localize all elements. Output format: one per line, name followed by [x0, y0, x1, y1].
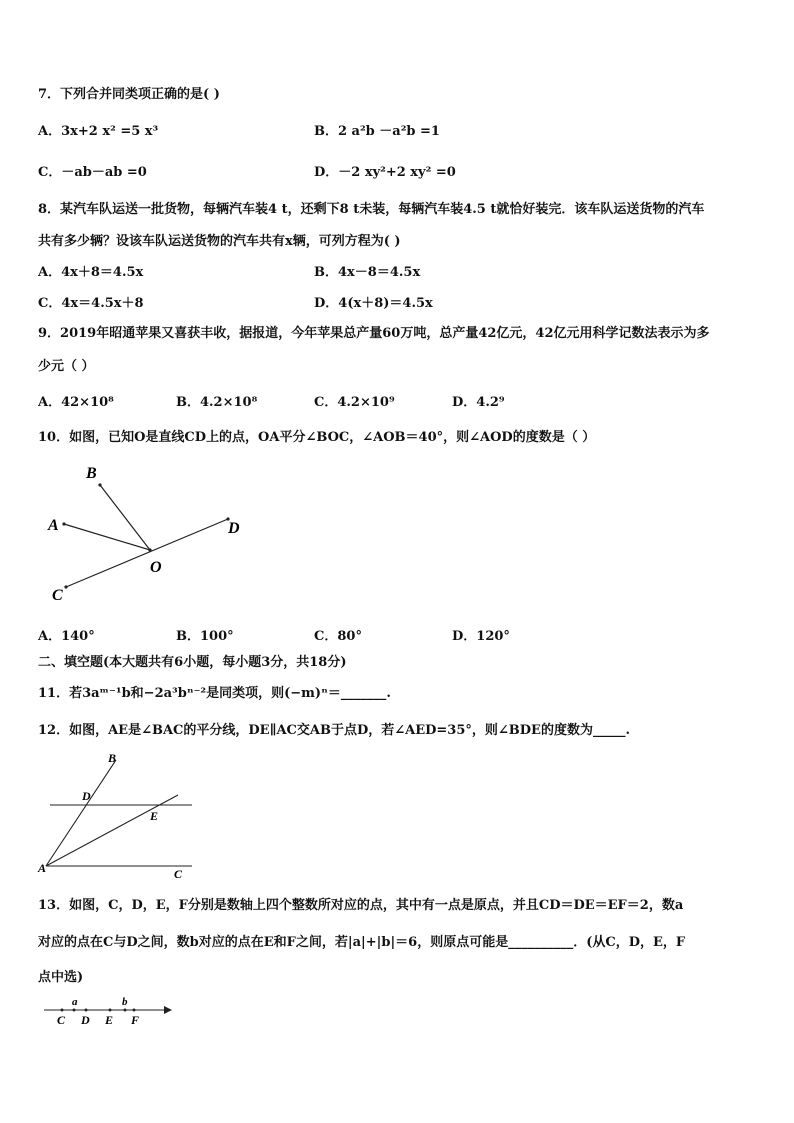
q9-stem-line2: 少元（ ） — [38, 359, 95, 374]
label-a: a — [72, 996, 78, 1008]
q7-stem: 7．下列合并同类项正确的是( ) — [38, 87, 220, 102]
q13-stem-line2: 对应的点在C与D之间，数b对应的点在E和F之间，若|a|+|b|＝6，则原点可能是__________．(从C，D，E，F — [38, 935, 686, 950]
q9-option-c: C．4.2×10⁹ — [314, 395, 395, 410]
q7-option-a: A．3x+2 x² =5 x³ — [38, 124, 159, 139]
point-e — [109, 1009, 112, 1012]
point-a — [73, 1009, 76, 1012]
label-b: B — [108, 751, 117, 765]
point-o — [148, 548, 151, 551]
ray-ae — [46, 795, 178, 866]
label-b: b — [122, 996, 128, 1008]
q10-angle-figure — [40, 460, 260, 610]
q9-option-a: A．42×10⁸ — [38, 395, 114, 410]
q7-option-c: C．－ab－ab =0 — [38, 165, 147, 180]
ray-oa — [64, 524, 150, 550]
q12-angle-figure — [36, 748, 206, 883]
axis-arrow — [164, 1006, 172, 1014]
q12-stem: 12．如图，AE是∠BAC的平分线，DE∥AC交AB于点D，若∠AED=35°，则∠BDE的度数为_____. — [38, 723, 630, 738]
q10-option-c: C．80° — [314, 629, 362, 644]
point-b — [98, 483, 101, 486]
q8-option-a: A．4x＋8＝4.5x — [38, 265, 144, 280]
q13-stem-line3: 点中选) — [38, 970, 84, 985]
label-d: D — [82, 789, 91, 803]
point-d — [85, 1009, 88, 1012]
q13-stem-line1: 13．如图，C，D，E，F分别是数轴上四个整数所对应的点，其中有一点是原点，并且CD＝DE＝EF＝2，数a — [38, 898, 684, 913]
point-b — [124, 1009, 127, 1012]
ray-ab — [46, 760, 116, 866]
q9-stem-line1: 9．2019年昭通苹果又喜获丰收，据报道，今年苹果总产量60万吨，总产量42亿元，42亿元用科学记数法表示为多 — [38, 326, 710, 341]
label-b: B — [86, 465, 97, 482]
q7-option-b: B．2 a²b －a²b =1 — [314, 124, 440, 139]
ray-ob — [100, 485, 150, 550]
point-c — [64, 585, 67, 588]
label-c: C — [174, 867, 183, 881]
q9-option-b: B．4.2×10⁸ — [176, 395, 258, 410]
label-e: E — [105, 1013, 114, 1027]
q10-stem: 10．如图，已知O是直线CD上的点，OA平分∠BOC，∠AOB＝40°，则∠AOD的度数是（ ） — [38, 430, 596, 445]
section-heading: 二、填空题(本大题共有6小题，每小题3分，共18分) — [38, 655, 347, 670]
line-cd — [66, 519, 228, 587]
label-o: O — [150, 559, 162, 576]
label-d: D — [228, 520, 240, 537]
point-a — [62, 522, 65, 525]
point-f — [133, 1009, 136, 1012]
q13-number-line — [40, 992, 180, 1032]
q8-option-d: D．4(x＋8)＝4.5x — [314, 296, 433, 311]
point-c — [61, 1009, 64, 1012]
label-a: A — [38, 861, 47, 875]
label-c: C — [57, 1013, 66, 1027]
label-e: E — [150, 809, 159, 823]
q9-option-d: D．4.2⁹ — [452, 395, 505, 410]
label-f: F — [131, 1013, 140, 1027]
q11-stem: 11．若3aᵐ⁻¹b和−2a³bⁿ⁻²是同类项，则(−m)ⁿ＝_______. — [38, 686, 391, 701]
q7-option-d: D．－2 xy²+2 xy² =0 — [314, 165, 456, 180]
label-c: C — [52, 587, 63, 604]
q10-option-d: D．120° — [452, 629, 510, 644]
label-d: D — [81, 1013, 90, 1027]
q8-stem-line1: 8．某汽车队运送一批货物，每辆汽车装4 t，还剩下8 t未装，每辆汽车装4.5 t就恰好装完．该车队运送货物的汽车 — [38, 202, 705, 217]
q8-option-b: B．4x－8＝4.5x — [314, 265, 421, 280]
q8-stem-line2: 共有多少辆？设该车队运送货物的汽车共有x辆，可列方程为( ) — [38, 234, 401, 249]
label-a: A — [48, 517, 59, 534]
q10-option-b: B．100° — [176, 629, 234, 644]
q8-option-c: C．4x＝4.5x＋8 — [38, 296, 144, 311]
q10-option-a: A．140° — [38, 629, 95, 644]
